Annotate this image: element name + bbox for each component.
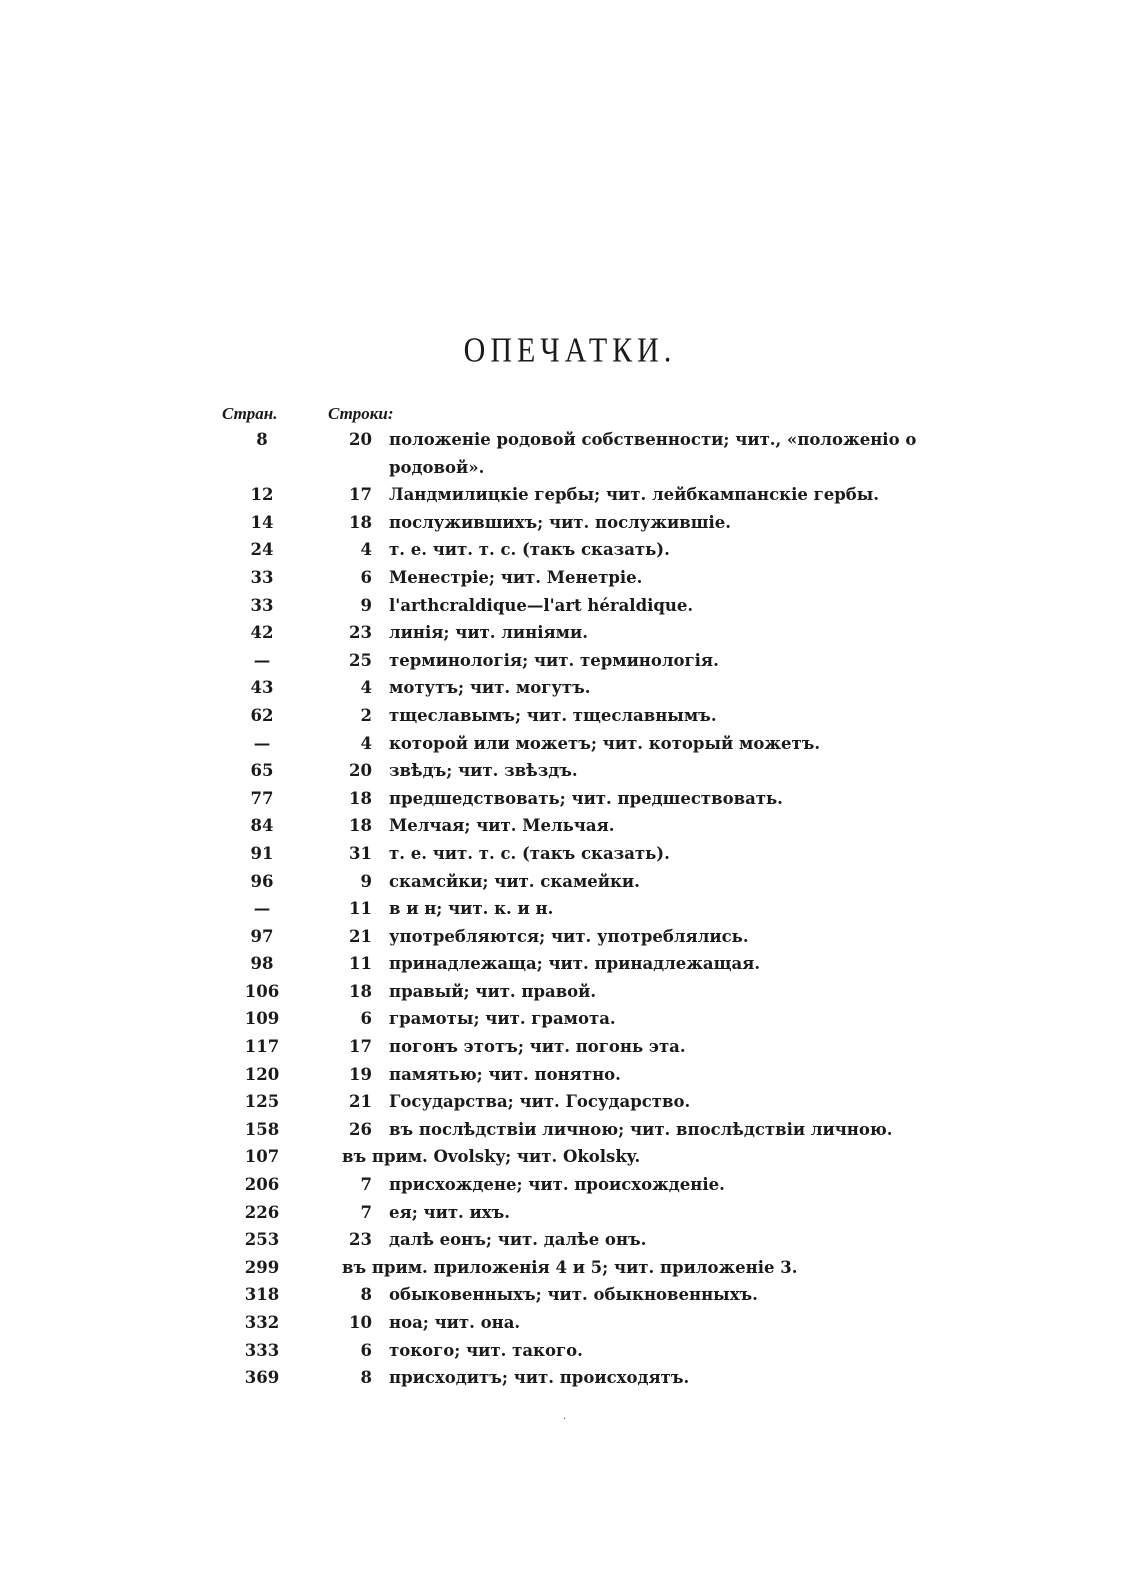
line-number: 23 (349, 623, 372, 643)
errata-list (0, 430, 1140, 1396)
errata-text: токого; чит. такого. (389, 1340, 583, 1360)
errata-text: Менестріе; чит. Менетріе. (389, 567, 643, 587)
errata-row (0, 513, 1140, 541)
line-number: 17 (349, 485, 372, 505)
line-number: 10 (349, 1313, 372, 1332)
page-number: 65 (250, 761, 274, 781)
page-number: 43 (250, 678, 274, 698)
page-number: 91 (250, 843, 274, 863)
page-number: 96 (250, 871, 274, 891)
page-number: 120 (244, 1064, 280, 1084)
errata-text: которой или можетъ; чит. который можетъ. (389, 733, 821, 753)
page-number: 106 (244, 981, 280, 1001)
line-number: 25 (349, 650, 372, 670)
errata-row (0, 1009, 1140, 1037)
errata-text: послужившихъ; чит. послужившіе. (389, 512, 731, 532)
errata-row (0, 651, 1140, 679)
line-number: 4 (360, 733, 372, 753)
page-number: 24 (250, 540, 274, 560)
errata-row (0, 1258, 1140, 1286)
line-number: 11 (349, 954, 372, 974)
line-number: 7 (360, 1202, 372, 1222)
errata-text: присходитъ; чит. происходятъ. (389, 1368, 690, 1388)
errata-text: далѣ еонъ; чит. далѣе онъ. (389, 1230, 647, 1250)
page-number: 8 (256, 430, 268, 449)
errata-row (0, 596, 1140, 624)
line-number: 6 (360, 1009, 372, 1029)
line-number: 26 (349, 1119, 372, 1139)
page-number: 318 (244, 1285, 280, 1305)
errata-text: въ прим. приложенія 4 и 5; чит. приложеніе 3. (342, 1257, 798, 1277)
page-title: ОПЕЧАТКИ. (463, 331, 677, 370)
errata-text: Ландмилицкіе гербы; чит. лейбкампанскіе гербы. (389, 485, 880, 505)
errata-row (0, 568, 1140, 596)
line-number: 17 (349, 1037, 372, 1057)
page-number: 62 (250, 705, 274, 725)
line-number: 31 (349, 843, 372, 863)
errata-row (0, 1175, 1140, 1203)
errata-row (0, 844, 1140, 872)
errata-row (0, 485, 1140, 513)
column-header-line: Строки: (328, 404, 394, 423)
errata-row (0, 761, 1140, 789)
page-number: 77 (250, 788, 274, 808)
errata-row (0, 1037, 1140, 1065)
errata-row (0, 954, 1140, 982)
errata-row (0, 706, 1140, 734)
errata-text: линія; чит. линіями. (389, 623, 588, 643)
errata-row (0, 789, 1140, 817)
errata-text: положеніе родовой собственности; чит., «положеніо о (389, 430, 917, 449)
line-number: 6 (360, 567, 372, 587)
errata-row (0, 734, 1140, 762)
errata-text: l'arthcraldique—l'art héraldique. (389, 595, 694, 615)
page-number: 332 (244, 1313, 280, 1332)
errata-text: присхождене; чит. происхожденіе. (389, 1175, 725, 1195)
errata-row (0, 1341, 1140, 1369)
page-number: 226 (244, 1202, 280, 1222)
line-number: 9 (360, 871, 372, 891)
errata-row (0, 1120, 1140, 1148)
line-number: 18 (349, 788, 372, 808)
line-number: 2 (360, 705, 372, 725)
line-number: 18 (349, 816, 372, 836)
line-number: 18 (349, 981, 372, 1001)
errata-text: т. е. чит. т. с. (такъ сказать). (389, 843, 670, 863)
line-number: 23 (349, 1230, 372, 1250)
page-number: 97 (250, 926, 274, 946)
line-number: 21 (349, 1092, 372, 1112)
page-number: 84 (250, 816, 274, 836)
errata-text: въ прим. Ovolsky; чит. Okolsky. (342, 1147, 641, 1167)
errata-text: ея; чит. ихъ. (389, 1202, 511, 1222)
print-speck: · (563, 1414, 567, 1425)
errata-row (0, 1313, 1140, 1341)
errata-text: правый; чит. правой. (389, 981, 597, 1001)
errata-text: звѣдъ; чит. звѣздъ. (389, 761, 578, 781)
errata-text: ноа; чит. она. (389, 1313, 521, 1332)
errata-row (0, 1230, 1140, 1258)
page-number: — (253, 650, 271, 670)
line-number: 8 (360, 1285, 372, 1305)
errata-row (0, 430, 1140, 458)
page-number: 98 (250, 954, 274, 974)
errata-text: т. е. чит. т. с. (такъ сказать). (389, 540, 670, 560)
errata-text: Государства; чит. Государство. (389, 1092, 691, 1112)
errata-row (0, 927, 1140, 955)
page-number: — (253, 733, 271, 753)
errata-row (0, 1368, 1140, 1396)
line-number: 11 (349, 899, 372, 919)
page-number: 14 (250, 512, 274, 532)
line-number: 9 (360, 595, 372, 615)
errata-row (0, 1285, 1140, 1313)
line-number: 20 (349, 761, 372, 781)
errata-text: принадлежаща; чит. принадлежащая. (389, 954, 761, 974)
line-number: 4 (360, 678, 372, 698)
page-number: 12 (250, 485, 274, 505)
errata-row (0, 1147, 1140, 1175)
errata-text: употребляются; чит. употреблялись. (389, 926, 749, 946)
errata-text: в и н; чит. к. и н. (389, 899, 554, 919)
errata-row (0, 1203, 1140, 1231)
errata-text: въ послѣдствіи личною; чит. впослѣдствіи личною. (389, 1119, 893, 1139)
page-number: — (253, 899, 271, 919)
errata-text: предшедствовать; чит. предшествовать. (389, 788, 783, 808)
column-header-page: Стран. (222, 404, 278, 423)
errata-text: терминологія; чит. терминологія. (389, 650, 719, 670)
errata-text: родовой». (389, 457, 485, 477)
errata-row (0, 982, 1140, 1010)
page-number: 158 (244, 1119, 280, 1139)
errata-row (0, 872, 1140, 900)
errata-row (0, 816, 1140, 844)
line-number: 7 (360, 1175, 372, 1195)
errata-text: тщеславымъ; чит. тщеславнымъ. (389, 705, 717, 725)
errata-text: мотутъ; чит. могутъ. (389, 678, 591, 698)
line-number: 4 (360, 540, 372, 560)
errata-row (0, 1092, 1140, 1120)
page-number: 333 (244, 1340, 280, 1360)
line-number: 19 (349, 1064, 372, 1084)
line-number: 21 (349, 926, 372, 946)
page-number: 33 (250, 567, 274, 587)
page-number: 109 (244, 1009, 280, 1029)
page-number: 42 (250, 623, 274, 643)
errata-text: скамсйки; чит. скамейки. (389, 871, 640, 891)
page-number: 369 (244, 1368, 280, 1388)
errata-text: погонъ этотъ; чит. погонь эта. (389, 1037, 686, 1057)
page-number: 33 (250, 595, 274, 615)
page-number: 125 (244, 1092, 280, 1112)
errata-row (0, 678, 1140, 706)
page-number: 107 (244, 1147, 280, 1167)
errata-text: Мелчая; чит. Мельчая. (389, 816, 615, 836)
errata-row (0, 458, 1140, 486)
page-number: 253 (244, 1230, 280, 1250)
line-number: 18 (349, 512, 372, 532)
errata-text: памятью; чит. понятно. (389, 1064, 621, 1084)
errata-row (0, 623, 1140, 651)
line-number: 8 (360, 1368, 372, 1388)
line-number: 20 (349, 430, 372, 449)
page-number: 117 (244, 1037, 280, 1057)
errata-row (0, 540, 1140, 568)
errata-text: грамоты; чит. грамота. (389, 1009, 616, 1029)
page-number: 299 (244, 1257, 280, 1277)
line-number: 6 (360, 1340, 372, 1360)
page-number: 206 (244, 1175, 280, 1195)
errata-text: обыковенныхъ; чит. обыкновенныхъ. (389, 1285, 758, 1305)
errata-row (0, 1065, 1140, 1093)
errata-row (0, 899, 1140, 927)
